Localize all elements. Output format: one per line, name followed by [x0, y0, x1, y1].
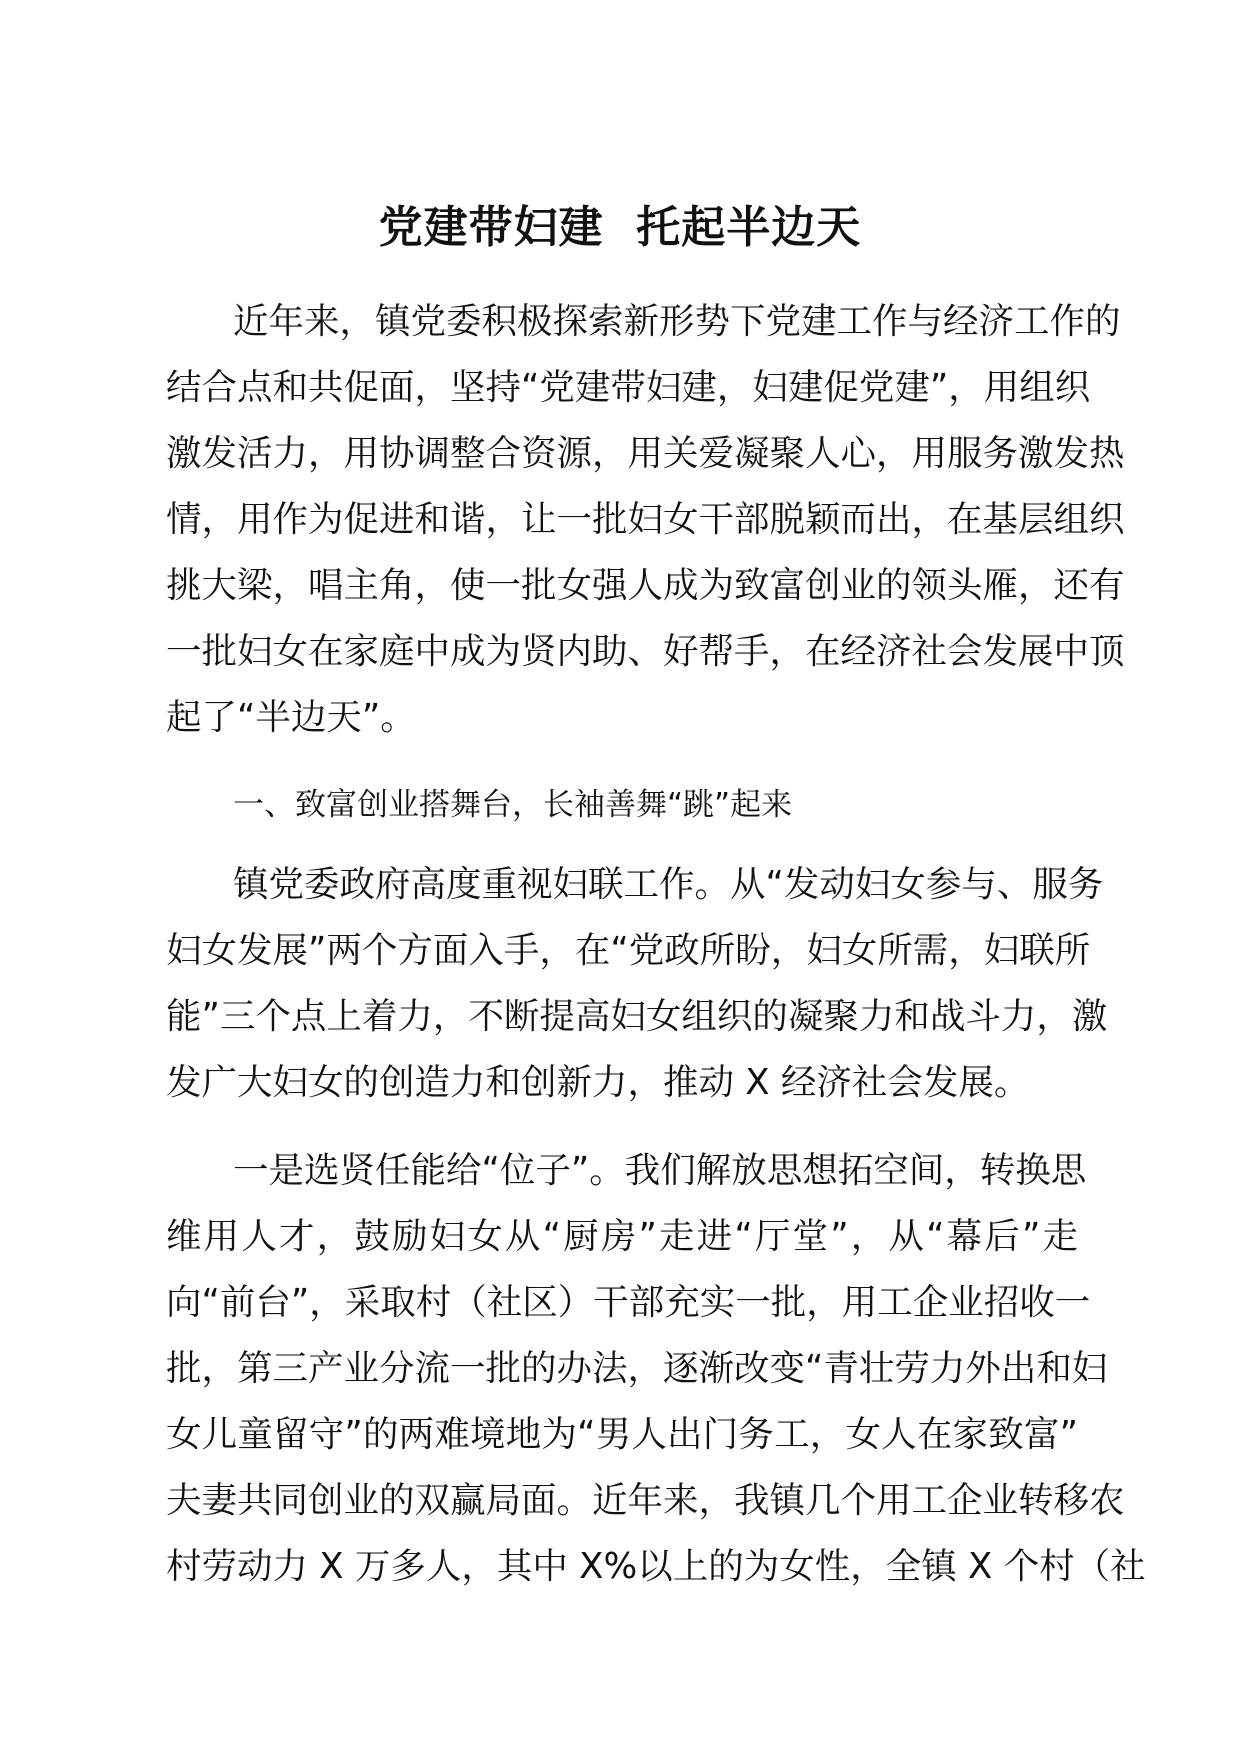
- text-line: 女儿童留守”的两难境地为“男人出门务工，女人在家致富”: [166, 1414, 1078, 1455]
- text-line: 一批妇女在家庭中成为贤内助、好帮手，在经济社会发展中顶: [166, 631, 1125, 672]
- section-heading-text: 一、致富创业搭舞台，长袖善舞“跳”起来: [233, 787, 793, 823]
- text-line: 妇女发展”两个方面入手，在“党政所盼，妇女所需，妇联所: [166, 930, 1091, 971]
- text-line: 结合点和共促面，坚持“党建带妇建，妇建促党建”，用组织: [166, 367, 1091, 408]
- text-line: 批，第三产业分流一批的办法，逐渐改变“青壮劳力外出和妇: [166, 1348, 1108, 1389]
- text-line: 挑大梁，唱主角，使一批女强人成为致富创业的领头雁，还有: [166, 565, 1125, 606]
- paragraph-overview: [166, 852, 1108, 1116]
- text-line: 镇党委政府高度重视妇联工作。从“发动妇女参与、服务: [233, 864, 1104, 905]
- paragraph-point-one: [166, 1138, 1146, 1600]
- text-line: 激发活力，用协调整合资源，用关爱凝聚人心，用服务激发热: [166, 433, 1125, 474]
- text-line: 情，用作为促进和谐，让一批妇女干部脱颖而出，在基层组织: [166, 499, 1125, 540]
- text-line: 维用人才，鼓励妇女从“厨房”走进“厅堂”，从“幕后”走: [166, 1216, 1078, 1257]
- section-heading: [166, 772, 1078, 838]
- text-line: 夫妻共同创业的双赢局面。近年来，我镇几个用工企业转移农: [166, 1480, 1125, 1521]
- text-line: 近年来，镇党委积极探索新形势下党建工作与经济工作的: [233, 301, 1121, 342]
- text-line: 起了“半边天”。: [166, 697, 416, 738]
- document-title: 党建带妇建 托起半边天: [378, 202, 862, 253]
- paragraph-intro: [166, 289, 1125, 751]
- text-line: 发广大妇女的创造力和创新力，推动 X 经济社会发展。: [166, 1062, 1030, 1103]
- text-line: 村劳动力 X 万多人，其中 X%以上的为女性，全镇 X 个村（社: [166, 1546, 1146, 1587]
- text-line: 向“前台”，采取村（社区）干部充实一批，用工企业招收一: [166, 1282, 1091, 1323]
- text-line: 能”三个点上着力，不断提高妇女组织的凝聚力和战斗力，激: [166, 996, 1108, 1037]
- text-line: 一是选贤任能给“位子”。我们解放思想拓空间，转换思: [233, 1150, 1087, 1191]
